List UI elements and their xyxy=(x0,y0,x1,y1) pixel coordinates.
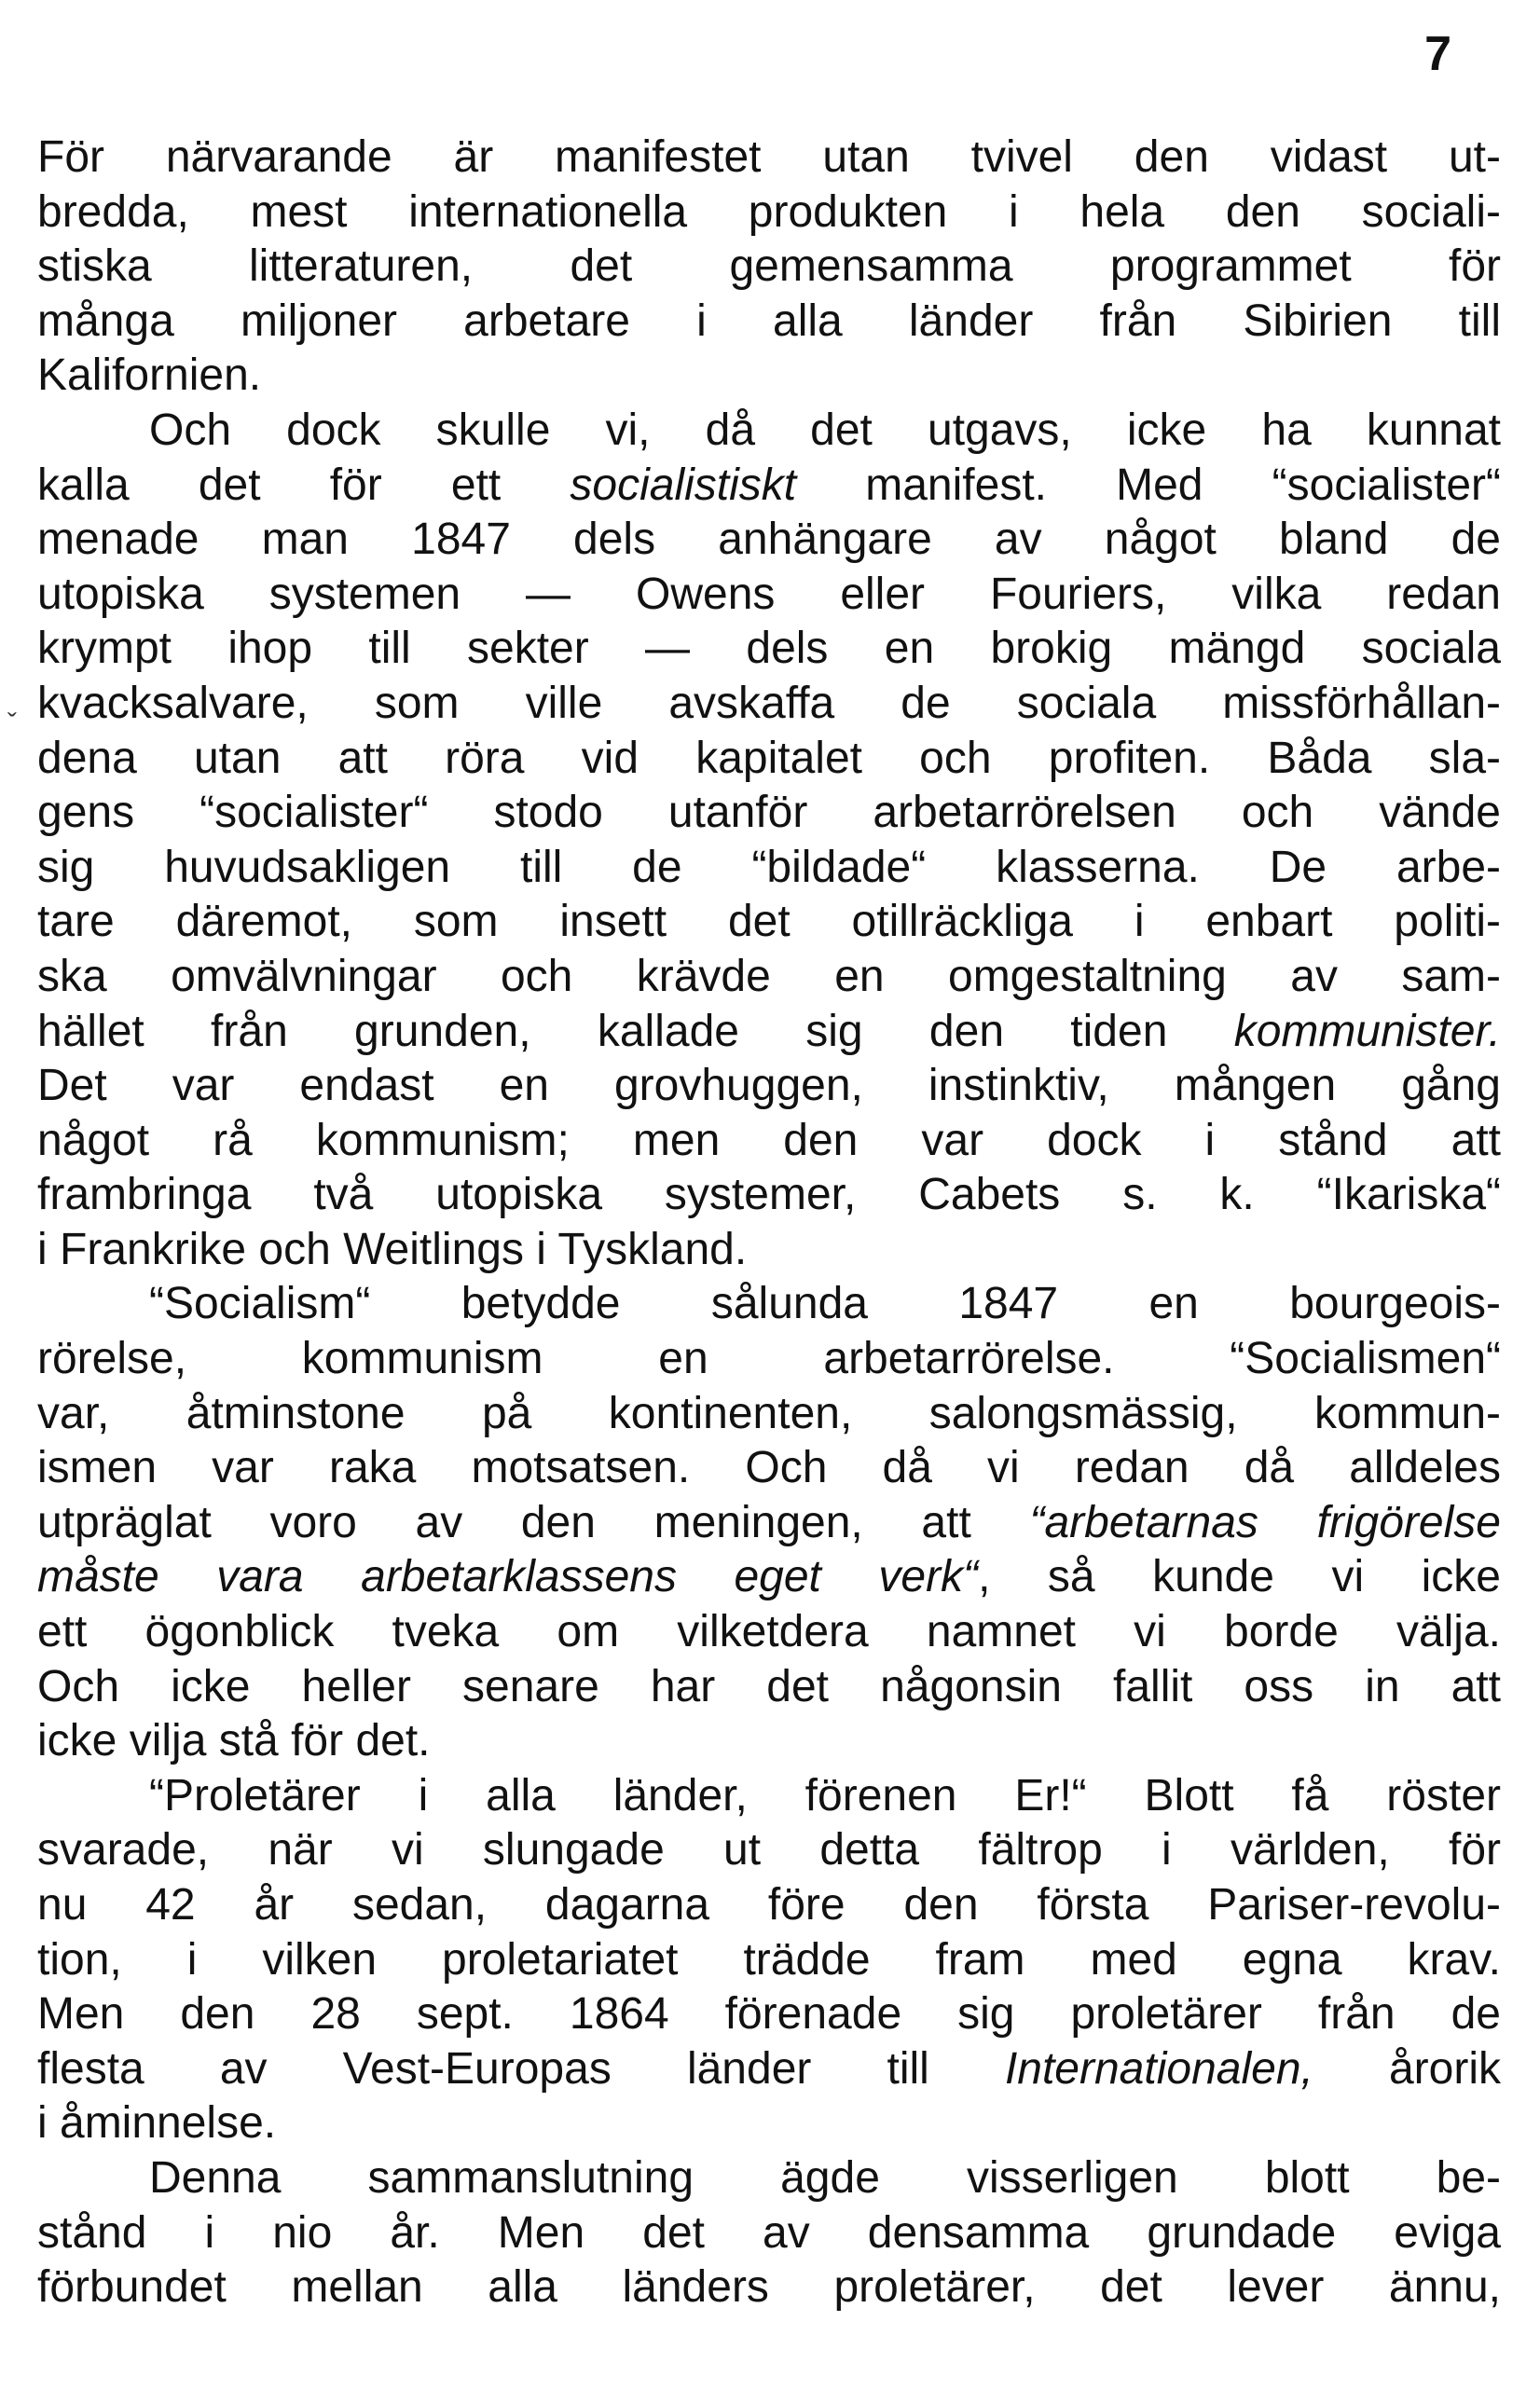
text-segment: utopiska systemen — Owens eller Fouriers, vilka redan xyxy=(37,569,1501,619)
text-segment: hället från grunden, kallade sig den tiden xyxy=(37,1006,1234,1056)
text-segment: ismen var raka motsatsen. Och då vi redan då alldeles xyxy=(37,1443,1501,1493)
text-line xyxy=(37,240,1501,295)
text-segment: Och icke heller senare har det någonsin fallit oss in att xyxy=(37,1661,1501,1711)
text-segment: ska omvälvningar och krävde en omgestaltning av sam- xyxy=(37,951,1501,1001)
text-segment: något rå kommunism; men den var dock i stånd att xyxy=(37,1115,1501,1165)
margin-mark: ˇ xyxy=(7,708,17,739)
text-segment: menade man 1847 dels anhängare av något bland de xyxy=(37,515,1501,565)
text-line xyxy=(37,1660,1501,1715)
text-line xyxy=(37,2260,1501,2315)
text-line xyxy=(37,1823,1501,1878)
text-line xyxy=(37,841,1501,896)
text-line xyxy=(37,568,1501,623)
text-segment: tion, i vilken proletariatet trädde fram med egna krav. xyxy=(37,1934,1501,1985)
text-segment: många miljoner arbetare i alla länder från Sibirien till xyxy=(37,295,1501,346)
text-segment: gens “socialister“ stodo utanför arbetarrörelsen och vände xyxy=(37,788,1501,838)
text-segment: bredda, mest internationella produkten i hela den sociali- xyxy=(37,186,1501,237)
text-line xyxy=(37,1878,1501,1933)
text-line xyxy=(37,1769,1501,1824)
text-line xyxy=(37,1059,1501,1114)
text-segment: utpräglat voro av den meningen, att xyxy=(37,1497,1030,1547)
text-line xyxy=(37,677,1501,732)
text-line xyxy=(37,2042,1501,2097)
text-segment: nu 42 år sedan, dagarna före den första Pariser-revolu- xyxy=(37,1880,1501,1930)
text-line xyxy=(37,1168,1501,1223)
text-line xyxy=(37,1605,1501,1660)
text-segment: frambringa två utopiska systemer, Cabets s. k. “Ikariska“ xyxy=(37,1170,1501,1220)
text-line xyxy=(37,1441,1501,1496)
text-line xyxy=(37,1550,1501,1605)
text-line xyxy=(37,459,1501,514)
text-segment: årorik xyxy=(1313,2043,1501,2094)
text-segment: sig huvudsakligen till de “bildade“ klasserna. De arbe- xyxy=(37,842,1501,892)
text-segment: svarade, när vi slungade ut detta fältrop i världen, för xyxy=(37,1825,1501,1875)
text-segment: Det var endast en grovhuggen, instinktiv, mången gång xyxy=(37,1061,1501,1111)
text-line xyxy=(37,513,1501,568)
text-line xyxy=(37,786,1501,841)
emphasized-text: kommunister. xyxy=(1233,1006,1501,1056)
text-segment: i åminnelse. xyxy=(37,2098,277,2149)
text-line xyxy=(37,1496,1501,1551)
page-number: 7 xyxy=(1424,27,1451,81)
text-line xyxy=(37,404,1501,459)
text-segment: “Proletärer i alla länder, förenen Er!“ Blott få röster xyxy=(149,1770,1501,1820)
text-segment: Och dock skulle vi, då det utgavs, icke ha kunnat xyxy=(149,405,1501,455)
text-segment: tare däremot, som insett det otillräckliga i enbart politi- xyxy=(37,897,1501,947)
emphasized-text: “arbetarnas frigörelse xyxy=(1029,1497,1501,1547)
text-segment: förbundet mellan alla länders proletärer, det lever ännu, xyxy=(37,2262,1501,2313)
text-segment: Denna sammanslutning ägde visserligen blott be- xyxy=(149,2152,1501,2203)
text-segment: ett ögonblick tveka om vilketdera namnet vi borde välja. xyxy=(37,1607,1501,1657)
text-segment: rörelse, kommunism en arbetarrörelse. “Socialismen“ xyxy=(37,1334,1501,1384)
text-line xyxy=(37,131,1501,185)
text-line xyxy=(37,1223,1501,1278)
text-line xyxy=(37,1714,1501,1769)
text-segment: kalla det för ett xyxy=(37,460,571,510)
text-segment: För närvarande är manifestet utan tvivel den vidast ut- xyxy=(37,132,1501,182)
text-line xyxy=(37,2151,1501,2206)
text-line xyxy=(37,1987,1501,2042)
text-segment: , så kunde vi icke xyxy=(978,1552,1501,1602)
text-line xyxy=(37,1277,1501,1332)
text-line xyxy=(37,295,1501,350)
text-segment: “Socialism“ betydde sålunda 1847 en bourgeois- xyxy=(149,1279,1501,1329)
body-text xyxy=(37,131,1501,2315)
text-line xyxy=(37,950,1501,1005)
emphasized-text: Internationalen, xyxy=(1004,2043,1313,2094)
text-segment: var, åtminstone på kontinenten, salongsmässig, kommun- xyxy=(37,1388,1501,1438)
emphasized-text: socialistiskt xyxy=(570,460,797,510)
text-segment: stånd i nio år. Men det av densamma grundade eviga xyxy=(37,2207,1501,2258)
text-line xyxy=(37,185,1501,240)
text-line xyxy=(37,622,1501,677)
text-line xyxy=(37,349,1501,404)
text-line xyxy=(37,1387,1501,1442)
text-segment: i Frankrike och Weitlings i Tyskland. xyxy=(37,1224,748,1274)
text-line xyxy=(37,895,1501,950)
text-segment: icke vilja stå för det. xyxy=(37,1716,431,1766)
text-line xyxy=(37,1332,1501,1387)
text-line xyxy=(37,732,1501,787)
text-segment: Men den 28 sept. 1864 förenade sig proletärer från de xyxy=(37,1989,1501,2040)
emphasized-text: måste vara arbetarklassens eget verk“ xyxy=(37,1552,979,1602)
text-segment: Kalifornien. xyxy=(37,350,262,401)
text-segment: krympt ihop till sekter — dels en brokig mängd sociala xyxy=(37,624,1501,674)
text-segment: stiska litteraturen, det gemensamma programmet för xyxy=(37,241,1501,292)
text-line xyxy=(37,1933,1501,1988)
text-line xyxy=(37,1005,1501,1060)
text-segment: flesta av Vest-Europas länder till xyxy=(37,2043,1005,2094)
text-line xyxy=(37,2206,1501,2261)
text-line xyxy=(37,1114,1501,1169)
text-segment: kvacksalvare, som ville avskaffa de sociala missförhållan- xyxy=(37,678,1501,728)
text-segment: dena utan att röra vid kapitalet och profiten. Båda sla- xyxy=(37,733,1501,783)
text-line xyxy=(37,2096,1501,2151)
text-segment: manifest. Med “socialister“ xyxy=(796,460,1501,510)
